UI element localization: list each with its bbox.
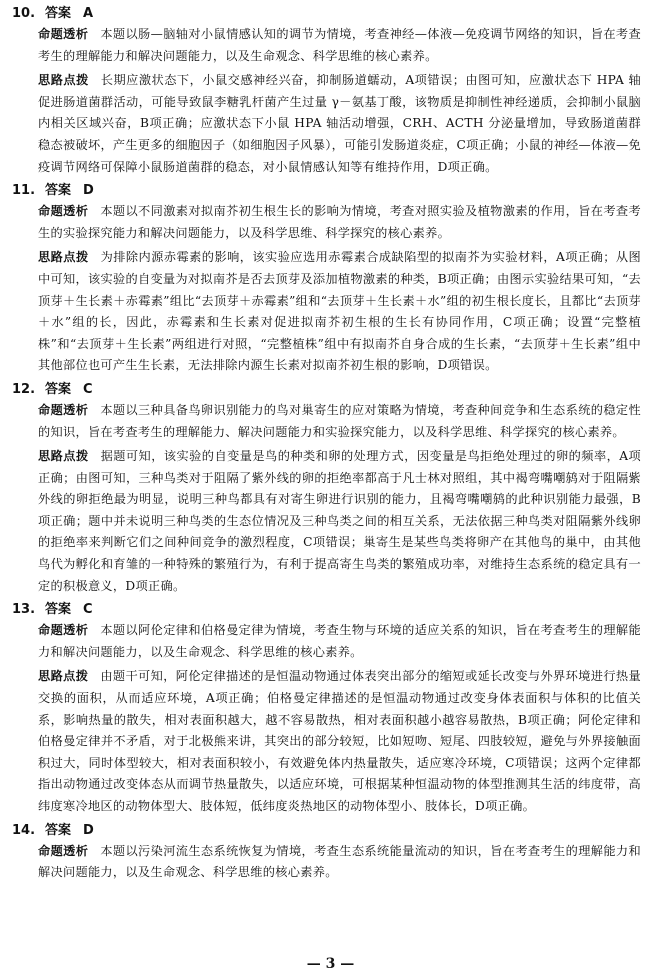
question-11 [12,181,641,377]
question-number: 11. [12,183,36,199]
answer-letter: D [83,183,94,199]
hint-text: 据题可知，该实验的自变量是鸟的种类和卵的处理方式，因变量是鸟拒绝处理过的卵的频率，A项正确；由图可知，三种鸟类对于阻隔了紫外线的卵的拒绝率都高于凡士林对照组，其中褐弯嘴嘲鸫对于阻隔紫外线的卵拒绝最为明显，说明三种鸟都具有对寄生卵进行识别的能力，且褐弯嘴嘲鸫的此种识别能力最强，B项正确；题中并未说明三种鸟类的生态位情况及三种鸟类之间的相互关系，无法依据三种鸟类对阻隔紫外线卵的拒绝率来判断它们之间种间竞争的激烈程度，C项错误；巢寄生是某些鸟类将卵产在其他鸟的巢中，由其他鸟代为孵化和育雏的一种特殊的繁殖行为，有利于提高寄生鸟类的繁殖成功率，对维持生态系统的稳定具有一定的积极意义，D项正确。 [38,449,642,593]
answer-letter: C [83,381,93,397]
question-header [12,181,641,201]
hint-label: 思路点拨 [38,669,89,684]
answer-label: 答案 [45,822,72,838]
analysis-label: 命题透析 [38,843,89,858]
question-number: 13. [12,602,36,618]
analysis-text: 本题以肠—脑轴对小鼠情感认知的调节为情境，考查神经—体液—免疫调节网络的知识，旨在考查考生的理解能力和解决问题能力，以及生命观念、科学思维的核心素养。 [38,27,641,63]
analysis-text: 本题以污染河流生态系统恢复为情境，考查生态系统能量流动的知识，旨在考查考生的理解能力和解决问题能力，以及生命观念、科学思维的核心素养。 [38,843,641,880]
question-number: 10. [12,6,36,21]
question-number: 12. [12,381,36,397]
analysis-label: 命题透析 [38,204,89,219]
hint-paragraph [38,70,641,178]
analysis-paragraph [38,841,641,884]
hint-paragraph [38,446,641,597]
hint-paragraph [38,666,641,817]
analysis-text: 本题以阿伦定律和伯格曼定律为情境，考查生物与环境的适应关系的知识，旨在考查考生的理解能力和解决问题能力，以及生命观念、科学思维的核心素养。 [38,623,641,659]
answer-label: 答案 [45,381,72,397]
analysis-label: 命题透析 [38,623,89,638]
analysis-label: 命题透析 [38,402,89,417]
question-14 [12,821,641,884]
question-header [12,821,641,841]
hint-text: 长期应激状态下，小鼠交感神经兴奋，抑制肠道蠕动，A项错误；由图可知，应激状态下 HPA 轴促进肠道菌群活动，可能导致鼠李糖乳杆菌产生过量 γ－氨基丁酸，该物质是抑制性神经递质，会抑制小鼠脑内相关区域兴奋，B项正确；应激状态下小鼠 HPA 轴活动增强，CRH、ACTH 分泌量增加，导致肠道菌群稳态被破坏，产生更多的细胞因子（如细胞因子风暴），可能引发肠道炎症，C项正确；小鼠的神经—体液—免疫调节网络可保障小鼠肠道菌群的稳态，对小鼠情感认知等有维持作用，D项正确。 [38,73,641,174]
hint-label: 思路点拨 [38,73,89,88]
question-10 [12,4,641,178]
analysis-text: 本题以不同激素对拟南芥初生根生长的影响为情境，考查对照实验及植物激素的作用，旨在考查考生的实验探究能力和解决问题能力，以及科学思维、科学探究的核心素养。 [38,204,641,240]
answer-label: 答案 [45,602,72,618]
answer-letter: D [83,822,94,838]
answer-label: 答案 [45,183,72,199]
answer-label: 答案 [45,6,72,21]
answer-letter: C [83,602,93,618]
hint-text: 由题干可知，阿伦定律描述的是恒温动物通过体表突出部分的缩短或延长改变与外界环境进行热量交换的面积，从而适应环境，A项正确；伯格曼定律描述的是恒温动物通过改变身体表面积与体积的比值关系，影响热量的散失，相对表面积越大，越不容易散热，相对表面积越小越容易散热，B项正确；阿伦定律和伯格曼定律并不矛盾，对于北极熊来讲，其突出的部分较短，比如短吻、短尾、四肢较短，避免与外界接触面积过大，同时体型较大，相对表面积较小，有效避免体内热量散失，适应寒冷环境，C项错误；这两个定律都指出动物通过改变体态从而调节热量散失，以适应环境，可根据某种恒温动物的体型推测其生活的纬度带，高纬度寒冷地区的动物体型大、肢体短，低纬度炎热地区的动物体型小、肢体长，D项正确。 [38,669,641,813]
analysis-paragraph [38,400,641,443]
question-13 [12,600,641,817]
hint-label: 思路点拨 [38,250,89,265]
page-number: — 3 — [306,956,355,972]
hint-text: 为排除内源赤霉素的影响，该实验应选用赤霉素合成缺陷型的拟南芥为实验材料，A项正确；从图中可知，该实验的自变量为对拟南芥是否去顶芽及添加植物激素的种类，B项正确；由图示实验结果可知，“去顶芽＋生长素＋赤霉素”组比“去顶芽＋赤霉素”组和“去顶芽＋生长素＋水”组的初生根长度长，且都比“去顶芽＋水”组的长，因此，赤霉素和生长素对促进拟南芥初生根的生长有协同作用，C项正确；设置“完整植株”和“去顶芽＋生长素”两组进行对照，“完整植株”组中有拟南芥自身合成的生长素，“去顶芽＋生长素”组中其他部位也可产生生长素，无法排除内源生长素对拟南芥初生根的影响，D项错误。 [38,250,642,373]
question-header [12,600,641,620]
answer-letter: A [83,6,94,21]
analysis-paragraph [38,620,641,663]
question-12 [12,380,641,597]
analysis-text: 本题以三种具备鸟卵识别能力的鸟对巢寄生的应对策略为情境，考查种间竞争和生态系统的稳定性的知识，旨在考查考生的理解能力、解决问题能力和实验探究能力，以及科学思维、科学探究的核心素养。 [38,402,641,439]
question-number: 14. [12,822,36,838]
hint-paragraph [38,247,641,377]
analysis-paragraph [38,201,641,244]
hint-label: 思路点拨 [38,449,89,464]
question-header [12,380,641,400]
question-header [12,4,641,24]
analysis-label: 命题透析 [38,27,89,41]
analysis-paragraph [38,24,641,67]
